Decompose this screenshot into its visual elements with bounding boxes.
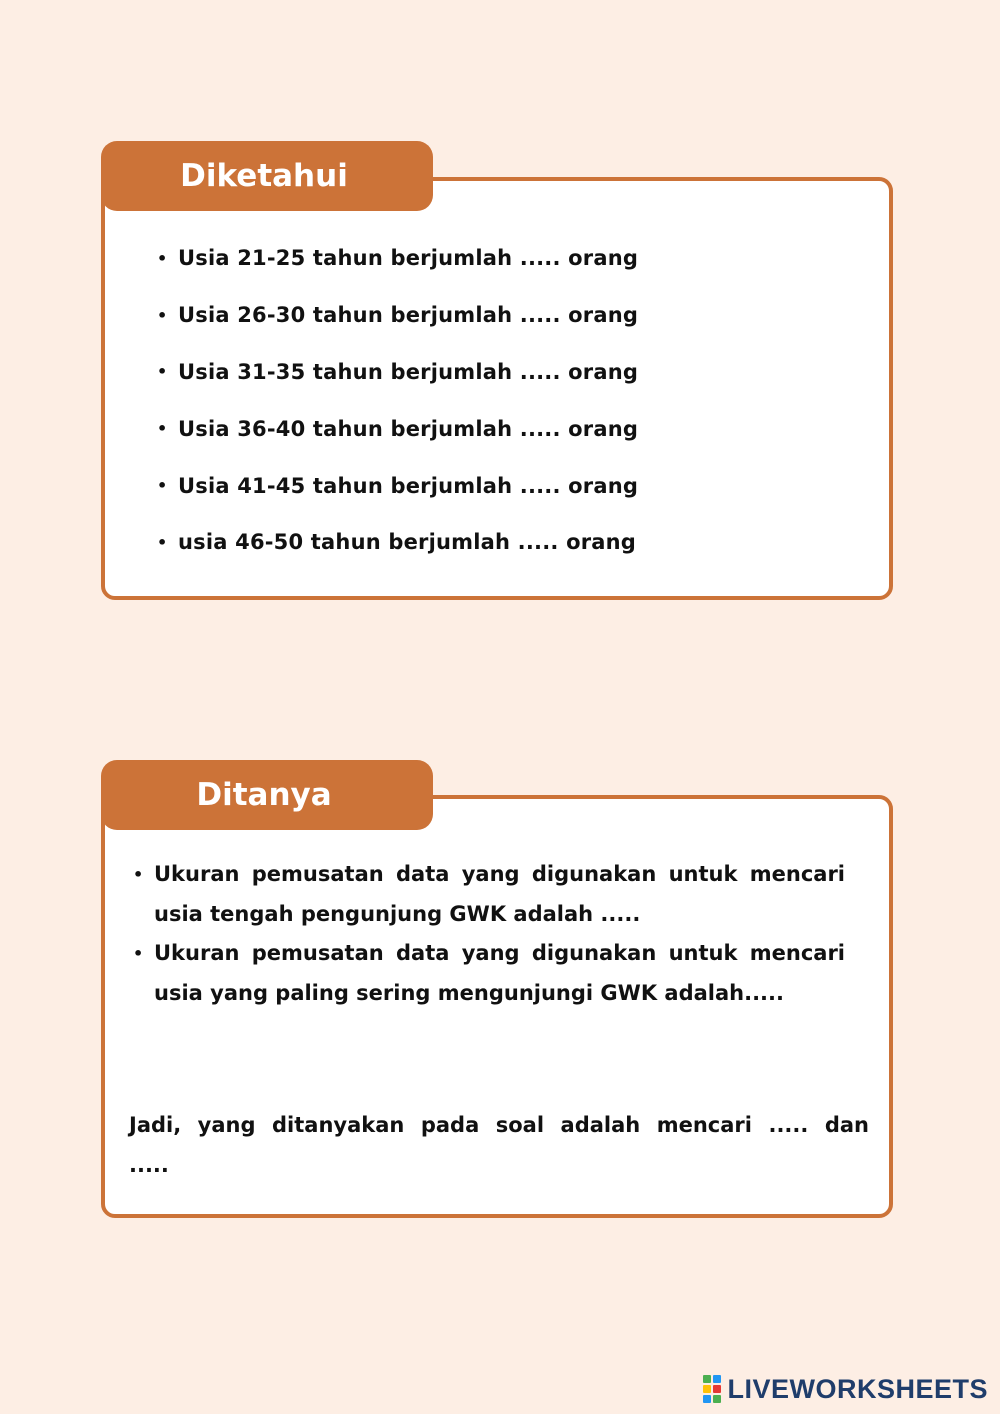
list-item-text: Usia 21-25 tahun berjumlah ..... orang — [178, 246, 639, 271]
known-title: Diketahui — [101, 141, 433, 211]
bullet-icon: • — [157, 362, 168, 382]
list-item-text: Usia 26-30 tahun berjumlah ..... orang — [178, 303, 639, 328]
list-item — [157, 400, 638, 457]
list-item-text: Ukuran pemusatan data yang digunakan untuk mencari usia yang paling sering mengunjungi GWK adalah..... — [154, 941, 845, 1005]
list-item — [157, 457, 638, 514]
list-item-text: Usia 36-40 tahun berjumlah ..... orang — [178, 416, 639, 441]
bullet-icon: • — [157, 248, 168, 268]
list-item-text: Ukuran pemusatan data yang digunakan untuk mencari usia tengah pengunjung GWK adalah ..... — [154, 862, 845, 926]
bullet-icon: • — [157, 532, 168, 552]
known-list — [157, 230, 638, 571]
logo-mark-icon — [703, 1375, 721, 1403]
conclusion-text: Jadi, yang ditanyakan pada soal adalah mencari ..... dan ..... — [129, 1113, 869, 1177]
list-item — [157, 344, 638, 401]
logo-text: LIVEWORKSHEETS — [727, 1373, 988, 1404]
bullet-icon: • — [157, 419, 168, 439]
list-item — [157, 230, 638, 287]
liveworksheets-logo — [703, 1372, 988, 1406]
asked-title: Ditanya — [101, 760, 433, 830]
list-item — [157, 514, 638, 571]
bullet-icon: • — [133, 944, 144, 963]
list-item-text: usia 46-50 tahun berjumlah ..... orang — [178, 530, 637, 555]
list-item — [131, 934, 845, 1013]
list-item — [157, 287, 638, 344]
list-item-text: Usia 41-45 tahun berjumlah ..... orang — [178, 473, 639, 498]
asked-list — [131, 855, 845, 1013]
bullet-icon: • — [133, 865, 144, 884]
bullet-icon: • — [157, 476, 168, 496]
list-item-text: Usia 31-35 tahun berjumlah ..... orang — [178, 359, 639, 384]
list-item — [131, 855, 845, 934]
bullet-icon: • — [157, 305, 168, 325]
